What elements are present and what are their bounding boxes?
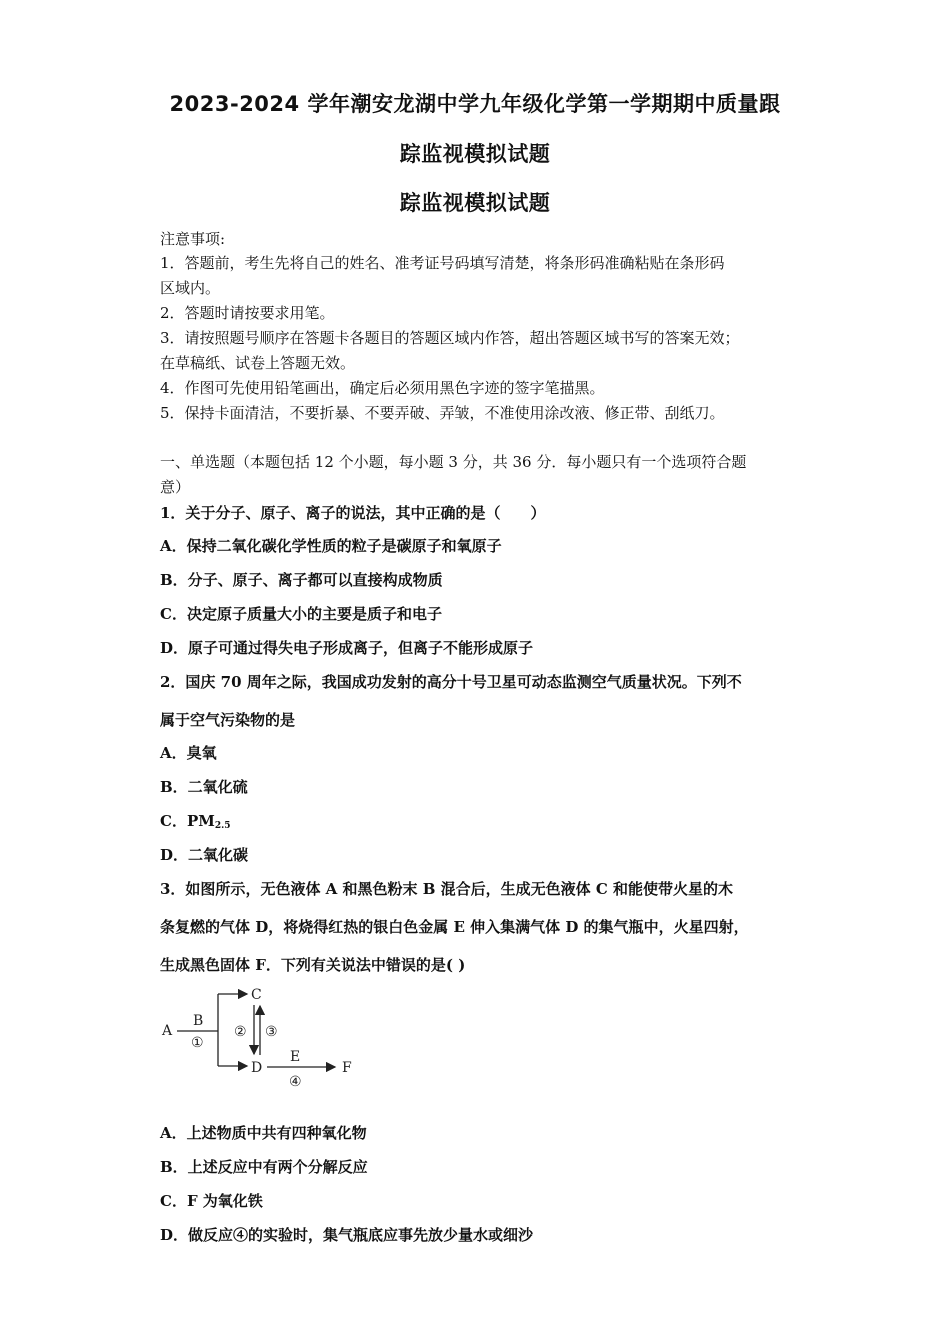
question-3-option-c[interactable]: C．F 为氧化铁 bbox=[160, 1192, 263, 1210]
question-1-option-b[interactable]: B．分子、原子、离子都可以直接构成物质 bbox=[160, 571, 443, 589]
diagram-label-e: E bbox=[290, 1049, 301, 1065]
notice-heading: 注意事项: bbox=[160, 230, 226, 248]
question-1-option-d[interactable]: D．原子可通过得失电子形成离子，但离子不能形成原子 bbox=[160, 639, 534, 657]
notice-item: 1．答题前，考生先将自己的姓名、准考证号码填写清楚，将条形码准确粘贴在条形码 bbox=[160, 254, 725, 272]
question-3-option-b[interactable]: B．上述反应中有两个分解反应 bbox=[160, 1158, 368, 1176]
question-3-stem-cont: 条复燃的气体 D，将烧得红热的银白色金属 E 伸入集满气体 D 的集气瓶中，火星四射， bbox=[160, 918, 749, 936]
question-3-stem: 3．如图所示，无色液体 A 和黑色粉末 B 混合后，生成无色液体 C 和能使带火星的木 bbox=[160, 880, 734, 898]
diagram-label-c: C bbox=[251, 987, 262, 1003]
question-3-option-a[interactable]: A．上述物质中共有四种氧化物 bbox=[160, 1124, 367, 1142]
notice-item: 在草稿纸、试卷上答题无效。 bbox=[160, 354, 356, 372]
question-2-stem-cont: 属于空气污染物的是 bbox=[160, 711, 296, 729]
pm-label: C．PM bbox=[160, 812, 215, 830]
exam-title-line1: 2023-2024 学年潮安龙湖中学九年级化学第一学期期中质量跟 bbox=[169, 92, 781, 116]
question-2-option-b[interactable]: B．二氧化硫 bbox=[160, 778, 248, 796]
diagram-label-b: B bbox=[193, 1013, 204, 1029]
question-2-stem: 2．国庆 70 周年之际，我国成功发射的高分十号卫星可动态监测空气质量状况。下列不 bbox=[160, 673, 742, 691]
diagram-label-r3: ③ bbox=[265, 1024, 278, 1040]
exam-title-line2: 踪监视模拟试题 bbox=[399, 142, 551, 166]
question-2-option-a[interactable]: A．臭氧 bbox=[160, 744, 217, 762]
section-heading: 一、单选题（本题包括 12 个小题，每小题 3 分，共 36 分．每小题只有一个选项符合题 bbox=[160, 453, 747, 471]
question-1-stem: 1．关于分子、原子、离子的说法，其中正确的是（ ） bbox=[160, 504, 546, 522]
question-3-option-d[interactable]: D．做反应④的实验时，集气瓶底应事先放少量水或细沙 bbox=[160, 1226, 534, 1244]
diagram-label-r4: ④ bbox=[289, 1074, 302, 1090]
reaction-diagram bbox=[160, 983, 370, 1093]
diagram-label-r1: ① bbox=[191, 1035, 204, 1051]
diagram-label-f: F bbox=[342, 1060, 352, 1076]
notice-item: 3．请按照题号顺序在答题卡各题目的答题区域内作答，超出答题区域书写的答案无效； bbox=[160, 329, 740, 347]
notice-item: 2．答题时请按要求用笔。 bbox=[160, 304, 335, 322]
question-2-option-d[interactable]: D．二氧化碳 bbox=[160, 846, 249, 864]
notice-item: 5．保持卡面清洁，不要折暴、不要弄破、弄皱，不准使用涂改液、修正带、刮纸刀。 bbox=[160, 404, 725, 422]
question-3-stem-cont2: 生成黑色固体 F．下列有关说法中错误的是( ) bbox=[160, 956, 466, 974]
pm-subscript: 2.5 bbox=[214, 821, 231, 831]
diagram-label-d: D bbox=[251, 1060, 263, 1076]
diagram-label-a: A bbox=[162, 1023, 173, 1039]
diagram-label-r2: ② bbox=[234, 1024, 247, 1040]
question-1-option-c[interactable]: C．决定原子质量大小的主要是质子和电子 bbox=[160, 605, 442, 623]
exam-title-line3: 踪监视模拟试题 bbox=[399, 191, 551, 215]
question-1-option-a[interactable]: A．保持二氧化碳化学性质的粒子是碳原子和氧原子 bbox=[160, 537, 502, 555]
notice-item: 区域内。 bbox=[160, 279, 221, 297]
section-heading-cont: 意） bbox=[160, 478, 191, 496]
notice-item: 4．作图可先使用铅笔画出，确定后必须用黑色字迹的签字笔描黑。 bbox=[160, 379, 605, 397]
question-2-option-c[interactable] bbox=[160, 810, 231, 831]
